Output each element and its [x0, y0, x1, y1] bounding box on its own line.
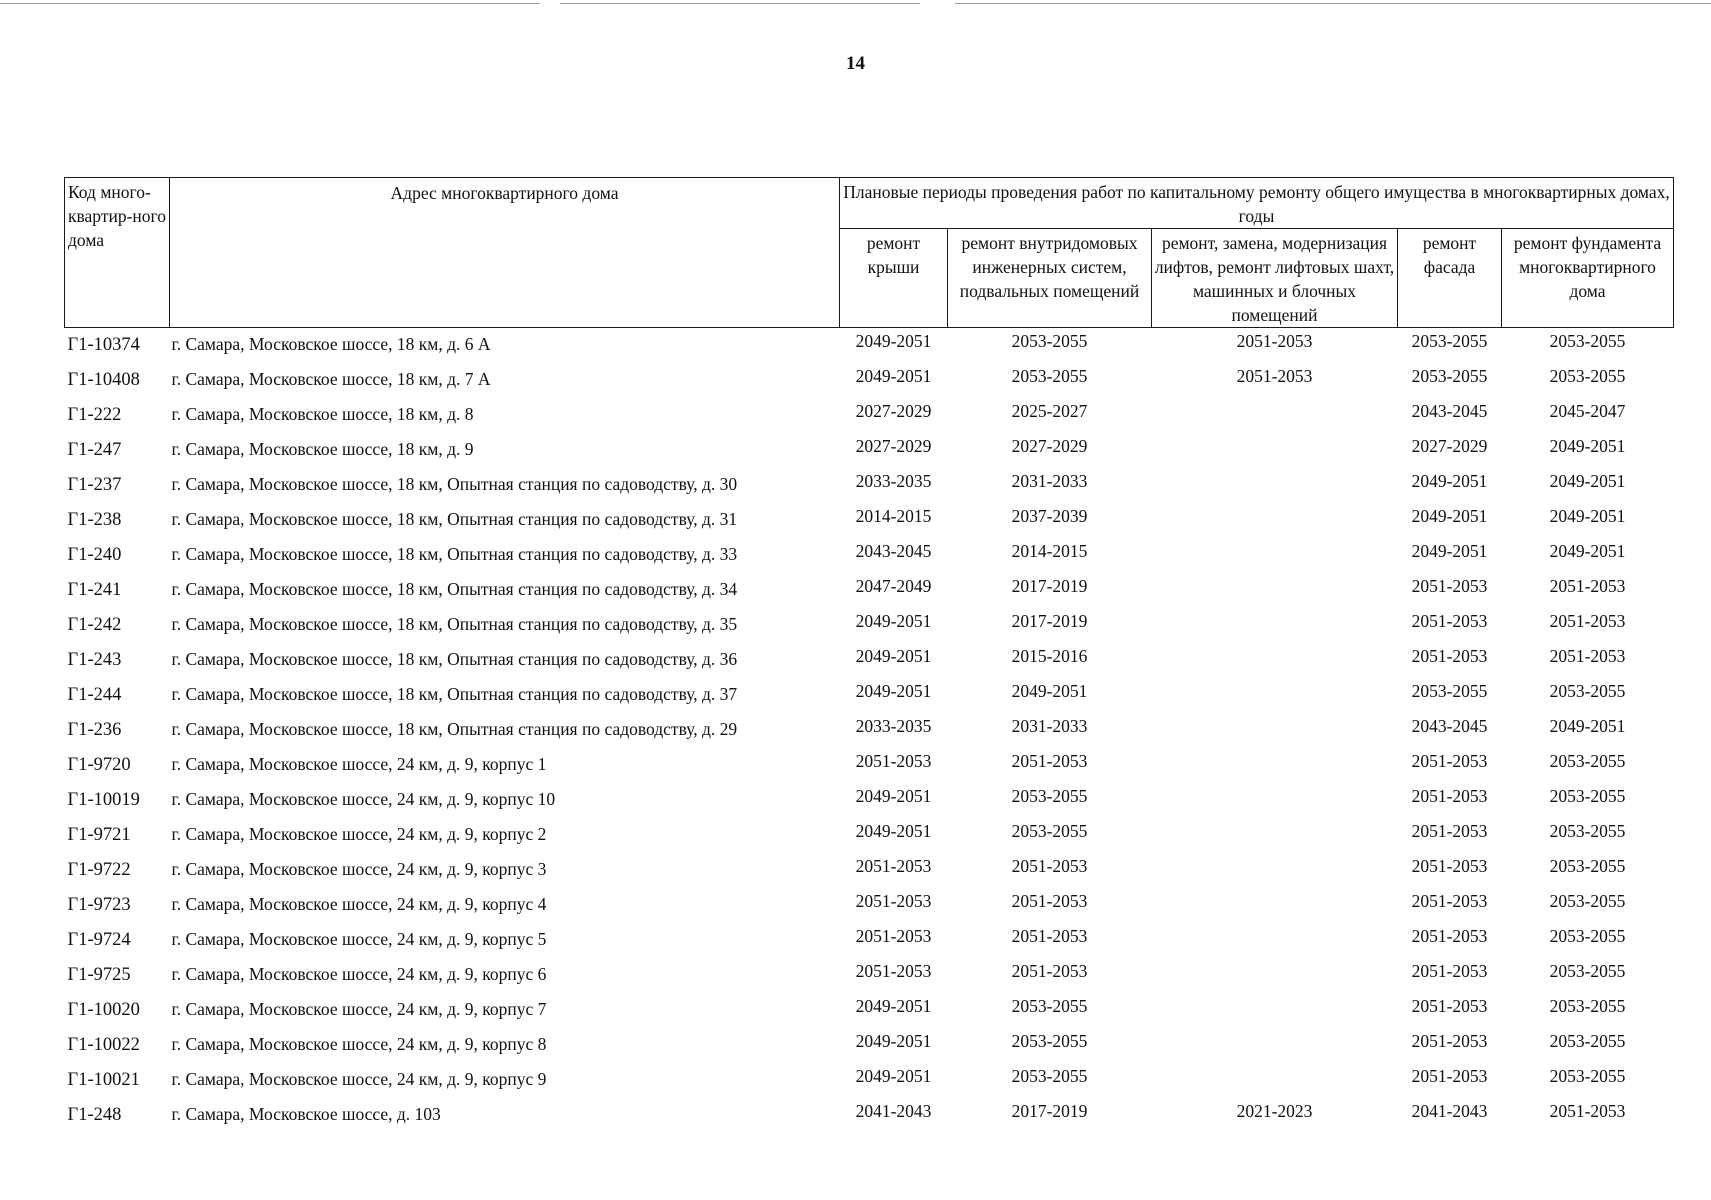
table-row	[65, 433, 1674, 468]
cell-facade: 2041-2043	[1411, 1101, 1488, 1121]
cell-engineering: 2031-2033	[1011, 716, 1088, 736]
header-code: Код много-квартир-ного дома	[65, 178, 170, 328]
cell-foundation: 2053-2055	[1549, 751, 1626, 771]
cell-elevators	[1152, 468, 1398, 503]
table-body	[65, 328, 1674, 1134]
cell-engineering: 2014-2015	[1011, 541, 1088, 561]
cell-address: г. Самара, Московское шоссе, 24 км, д. 9, корпус 9	[171, 1069, 547, 1089]
table-row	[65, 958, 1674, 993]
cell-facade: 2051-2053	[1411, 856, 1488, 876]
cell-code: Г1-237	[67, 475, 122, 495]
cell-foundation: 2049-2051	[1549, 716, 1626, 736]
cell-foundation: 2053-2055	[1549, 1031, 1626, 1051]
cell-engineering: 2051-2053	[1011, 926, 1088, 946]
cell-engineering: 2049-2051	[1011, 681, 1088, 701]
cell-code: Г1-243	[67, 650, 122, 670]
cell-address: г. Самара, Московское шоссе, 24 км, д. 9, корпус 8	[171, 1034, 547, 1054]
cell-elevators	[1152, 573, 1398, 608]
cell-engineering: 2053-2055	[1011, 821, 1088, 841]
cell-roof: 2049-2051	[855, 821, 932, 841]
cell-elevators	[1152, 1063, 1398, 1098]
cell-roof: 2033-2035	[855, 716, 932, 736]
cell-code: Г1-10019	[67, 790, 140, 810]
cell-engineering: 2051-2053	[1011, 961, 1088, 981]
cell-engineering: 2017-2019	[1011, 611, 1088, 631]
cell-elevators	[1152, 783, 1398, 818]
cell-facade: 2051-2053	[1411, 891, 1488, 911]
cell-facade: 2051-2053	[1411, 821, 1488, 841]
cell-elevators	[1152, 433, 1398, 468]
cell-engineering: 2017-2019	[1011, 1101, 1088, 1121]
cell-roof: 2043-2045	[855, 541, 932, 561]
cell-address: г. Самара, Московское шоссе, 18 км, Опытная станция по садоводству, д. 31	[171, 509, 738, 529]
cell-code: Г1-238	[67, 510, 122, 530]
cell-code: Г1-240	[67, 545, 122, 565]
cell-roof: 2049-2051	[855, 786, 932, 806]
header-periods-group: Плановые периоды проведения работ по капитальному ремонту общего имущества в многоквартирных домах, годы	[840, 178, 1674, 229]
cell-facade: 2053-2055	[1411, 366, 1488, 386]
cell-address: г. Самара, Московское шоссе, 24 км, д. 9, корпус 2	[171, 824, 547, 844]
table-row	[65, 398, 1674, 433]
table-row	[65, 1028, 1674, 1063]
cell-engineering: 2037-2039	[1011, 506, 1088, 526]
cell-code: Г1-10020	[67, 1000, 140, 1020]
cell-facade: 2051-2053	[1411, 926, 1488, 946]
table-row	[65, 468, 1674, 503]
cell-elevators	[1152, 853, 1398, 888]
top-scan-line-right	[955, 3, 1711, 4]
cell-roof: 2027-2029	[855, 436, 932, 456]
table-row	[65, 1098, 1674, 1133]
cell-address: г. Самара, Московское шоссе, 24 км, д. 9, корпус 1	[171, 754, 547, 774]
table-row	[65, 363, 1674, 398]
cell-foundation: 2053-2055	[1549, 856, 1626, 876]
cell-code: Г1-242	[67, 615, 122, 635]
cell-roof: 2051-2053	[855, 961, 932, 981]
cell-roof: 2047-2049	[855, 576, 932, 596]
cell-facade: 2053-2055	[1411, 331, 1488, 351]
cell-roof: 2049-2051	[855, 681, 932, 701]
cell-address: г. Самара, Московское шоссе, 24 км, д. 9, корпус 6	[171, 964, 547, 984]
cell-engineering: 2025-2027	[1011, 401, 1088, 421]
cell-roof: 2033-2035	[855, 471, 932, 491]
cell-code: Г1-9722	[67, 860, 131, 880]
cell-foundation: 2053-2055	[1549, 786, 1626, 806]
header-address: Адрес многоквартирного дома	[170, 178, 840, 328]
top-scan-line-left	[0, 3, 540, 4]
cell-address: г. Самара, Московское шоссе, 18 км, д. 8	[171, 404, 474, 424]
cell-code: Г1-10374	[67, 335, 140, 355]
cell-elevators: 2051-2053	[1236, 331, 1313, 351]
cell-engineering: 2053-2055	[1011, 1066, 1088, 1086]
cell-roof: 2049-2051	[855, 331, 932, 351]
cell-roof: 2049-2051	[855, 611, 932, 631]
cell-elevators: 2051-2053	[1236, 366, 1313, 386]
capital-repair-table	[64, 177, 1674, 1133]
table-row	[65, 993, 1674, 1028]
cell-facade: 2051-2053	[1411, 961, 1488, 981]
cell-address: г. Самара, Московское шоссе, 18 км, д. 6 А	[171, 334, 491, 354]
cell-elevators	[1152, 678, 1398, 713]
cell-code: Г1-9723	[67, 895, 131, 915]
table-row	[65, 643, 1674, 678]
cell-foundation: 2053-2055	[1549, 681, 1626, 701]
cell-facade: 2049-2051	[1411, 471, 1488, 491]
cell-foundation: 2053-2055	[1549, 821, 1626, 841]
cell-code: Г1-244	[67, 685, 122, 705]
cell-roof: 2049-2051	[855, 646, 932, 666]
cell-roof: 2049-2051	[855, 996, 932, 1016]
cell-roof: 2027-2029	[855, 401, 932, 421]
cell-elevators	[1152, 993, 1398, 1028]
table-row	[65, 783, 1674, 818]
cell-address: г. Самара, Московское шоссе, 18 км, д. 7 А	[171, 369, 491, 389]
cell-engineering: 2051-2053	[1011, 856, 1088, 876]
cell-roof: 2049-2051	[855, 1031, 932, 1051]
table-row	[65, 713, 1674, 748]
cell-foundation: 2049-2051	[1549, 541, 1626, 561]
table-row	[65, 748, 1674, 783]
cell-engineering: 2053-2055	[1011, 366, 1088, 386]
cell-elevators	[1152, 1028, 1398, 1063]
table-header	[65, 178, 1674, 328]
cell-code: Г1-10021	[67, 1070, 140, 1090]
cell-foundation: 2053-2055	[1549, 891, 1626, 911]
header-facade: ремонт фасада	[1398, 229, 1502, 328]
cell-address: г. Самара, Московское шоссе, 18 км, д. 9	[171, 439, 474, 459]
cell-foundation: 2051-2053	[1549, 646, 1626, 666]
cell-code: Г1-10408	[67, 370, 140, 390]
cell-address: г. Самара, Московское шоссе, д. 103	[171, 1104, 441, 1124]
cell-roof: 2041-2043	[855, 1101, 932, 1121]
cell-facade: 2051-2053	[1411, 996, 1488, 1016]
cell-facade: 2051-2053	[1411, 611, 1488, 631]
cell-address: г. Самара, Московское шоссе, 18 км, Опытная станция по садоводству, д. 36	[171, 649, 738, 669]
table-row	[65, 608, 1674, 643]
cell-facade: 2053-2055	[1411, 681, 1488, 701]
cell-elevators	[1152, 888, 1398, 923]
cell-foundation: 2049-2051	[1549, 471, 1626, 491]
cell-elevators	[1152, 958, 1398, 993]
cell-foundation: 2053-2055	[1549, 331, 1626, 351]
table-row	[65, 503, 1674, 538]
cell-foundation: 2053-2055	[1549, 1066, 1626, 1086]
page-number: 14	[846, 53, 865, 74]
cell-address: г. Самара, Московское шоссе, 18 км, Опытная станция по садоводству, д. 35	[171, 614, 738, 634]
cell-code: Г1-236	[67, 720, 122, 740]
cell-elevators	[1152, 818, 1398, 853]
cell-elevators: 2021-2023	[1236, 1101, 1313, 1121]
header-engineering: ремонт внутридомовых инженерных систем, подвальных помещений	[948, 229, 1152, 328]
cell-foundation: 2049-2051	[1549, 436, 1626, 456]
cell-address: г. Самара, Московское шоссе, 18 км, Опытная станция по садоводству, д. 37	[171, 684, 738, 704]
cell-code: Г1-9725	[67, 965, 131, 985]
table-row	[65, 853, 1674, 888]
table-row	[65, 923, 1674, 958]
cell-facade: 2051-2053	[1411, 646, 1488, 666]
cell-foundation: 2053-2055	[1549, 366, 1626, 386]
header-elevators: ремонт, замена, модернизация лифтов, ремонт лифтовых шахт, машинных и блочных помещений	[1152, 229, 1398, 328]
cell-foundation: 2051-2053	[1549, 576, 1626, 596]
cell-roof: 2049-2051	[855, 366, 932, 386]
cell-code: Г1-247	[67, 440, 122, 460]
cell-facade: 2049-2051	[1411, 541, 1488, 561]
cell-engineering: 2051-2053	[1011, 751, 1088, 771]
table-row	[65, 888, 1674, 923]
cell-address: г. Самара, Московское шоссе, 18 км, Опытная станция по садоводству, д. 30	[171, 474, 738, 494]
cell-elevators	[1152, 398, 1398, 433]
cell-address: г. Самара, Московское шоссе, 24 км, д. 9, корпус 3	[171, 859, 547, 879]
cell-address: г. Самара, Московское шоссе, 24 км, д. 9, корпус 5	[171, 929, 547, 949]
cell-roof: 2051-2053	[855, 891, 932, 911]
cell-engineering: 2053-2055	[1011, 786, 1088, 806]
cell-foundation: 2053-2055	[1549, 926, 1626, 946]
cell-address: г. Самара, Московское шоссе, 24 км, д. 9, корпус 4	[171, 894, 547, 914]
cell-foundation: 2051-2053	[1549, 611, 1626, 631]
cell-code: Г1-241	[67, 580, 122, 600]
cell-roof: 2014-2015	[855, 506, 932, 526]
header-foundation: ремонт фундамента многоквартирного дома	[1502, 229, 1674, 328]
cell-address: г. Самара, Московское шоссе, 18 км, Опытная станция по садоводству, д. 34	[171, 579, 738, 599]
cell-facade: 2051-2053	[1411, 1066, 1488, 1086]
cell-elevators	[1152, 643, 1398, 678]
cell-facade: 2049-2051	[1411, 506, 1488, 526]
cell-roof: 2051-2053	[855, 856, 932, 876]
cell-foundation: 2053-2055	[1549, 961, 1626, 981]
top-scan-line-mid	[560, 3, 920, 4]
cell-engineering: 2017-2019	[1011, 576, 1088, 596]
cell-code: Г1-222	[67, 405, 122, 425]
cell-elevators	[1152, 923, 1398, 958]
table-row	[65, 328, 1674, 364]
cell-address: г. Самара, Московское шоссе, 18 км, Опытная станция по садоводству, д. 33	[171, 544, 738, 564]
cell-code: Г1-10022	[67, 1035, 140, 1055]
cell-elevators	[1152, 748, 1398, 783]
cell-engineering: 2053-2055	[1011, 331, 1088, 351]
cell-code: Г1-248	[67, 1105, 122, 1125]
cell-engineering: 2053-2055	[1011, 996, 1088, 1016]
cell-foundation: 2053-2055	[1549, 996, 1626, 1016]
cell-facade: 2043-2045	[1411, 401, 1488, 421]
cell-engineering: 2053-2055	[1011, 1031, 1088, 1051]
table-row	[65, 573, 1674, 608]
cell-engineering: 2015-2016	[1011, 646, 1088, 666]
cell-address: г. Самара, Московское шоссе, 18 км, Опытная станция по садоводству, д. 29	[171, 719, 738, 739]
cell-code: Г1-9720	[67, 755, 131, 775]
cell-facade: 2051-2053	[1411, 1031, 1488, 1051]
cell-code: Г1-9724	[67, 930, 131, 950]
cell-foundation: 2045-2047	[1549, 401, 1626, 421]
cell-code: Г1-9721	[67, 825, 131, 845]
cell-roof: 2051-2053	[855, 926, 932, 946]
cell-elevators	[1152, 503, 1398, 538]
cell-elevators	[1152, 538, 1398, 573]
cell-facade: 2051-2053	[1411, 751, 1488, 771]
cell-elevators	[1152, 608, 1398, 643]
cell-engineering: 2051-2053	[1011, 891, 1088, 911]
header-roof: ремонт крыши	[840, 229, 948, 328]
table-row	[65, 538, 1674, 573]
cell-facade: 2051-2053	[1411, 576, 1488, 596]
cell-roof: 2049-2051	[855, 1066, 932, 1086]
cell-foundation: 2051-2053	[1549, 1101, 1626, 1121]
cell-elevators	[1152, 713, 1398, 748]
cell-facade: 2043-2045	[1411, 716, 1488, 736]
cell-engineering: 2031-2033	[1011, 471, 1088, 491]
cell-facade: 2051-2053	[1411, 786, 1488, 806]
cell-roof: 2051-2053	[855, 751, 932, 771]
cell-facade: 2027-2029	[1411, 436, 1488, 456]
cell-address: г. Самара, Московское шоссе, 24 км, д. 9, корпус 7	[171, 999, 547, 1019]
table-row	[65, 678, 1674, 713]
cell-engineering: 2027-2029	[1011, 436, 1088, 456]
cell-foundation: 2049-2051	[1549, 506, 1626, 526]
table-row	[65, 818, 1674, 853]
table-row	[65, 1063, 1674, 1098]
cell-address: г. Самара, Московское шоссе, 24 км, д. 9, корпус 10	[171, 789, 556, 809]
